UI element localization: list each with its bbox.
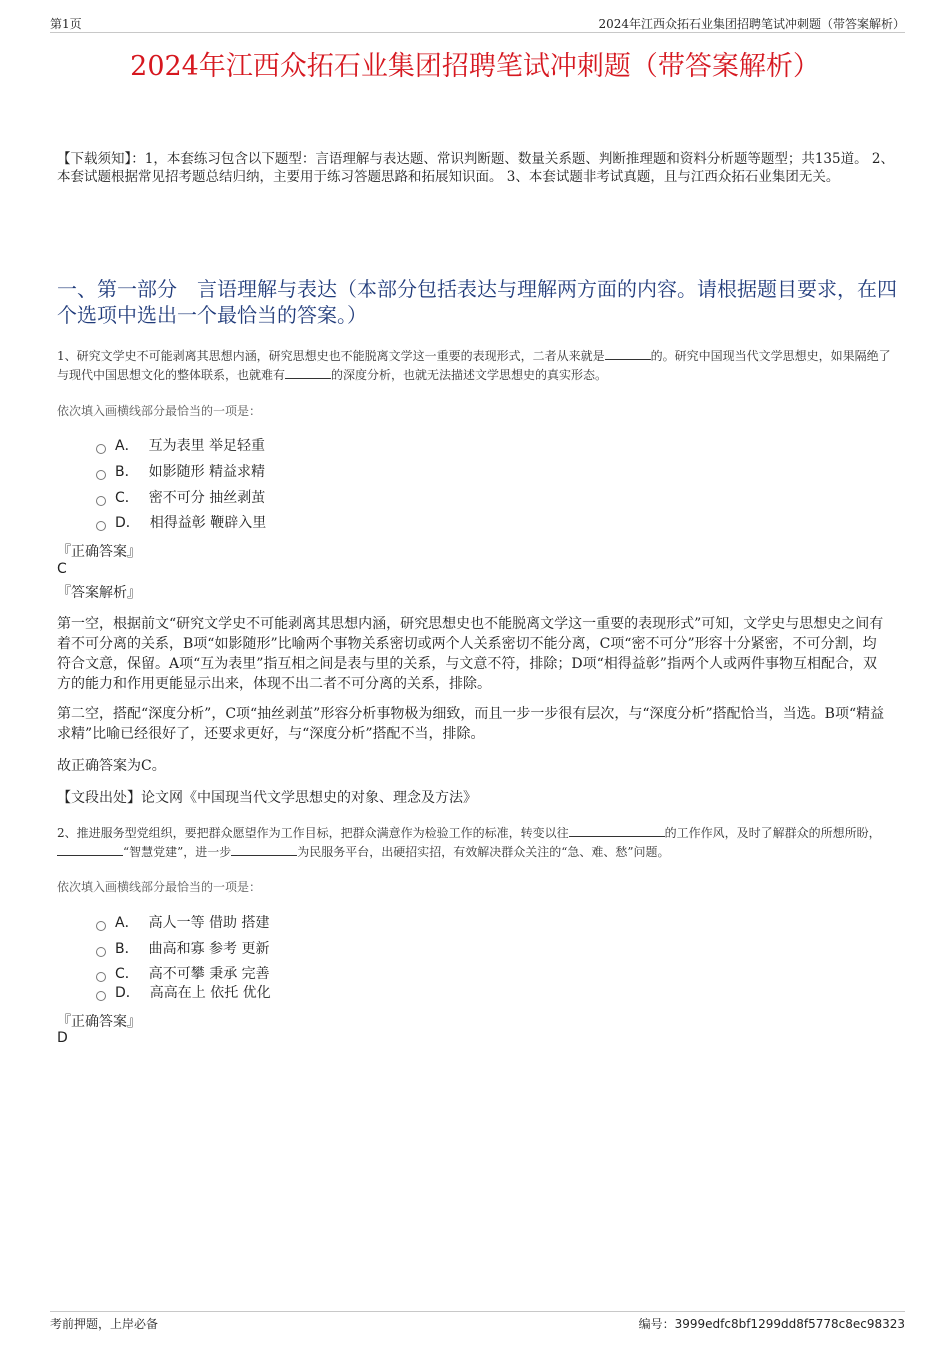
- radio-icon[interactable]: [96, 496, 106, 506]
- header-divider: [50, 32, 905, 33]
- radio-icon[interactable]: [96, 972, 106, 982]
- radio-icon[interactable]: [96, 521, 106, 531]
- radio-icon[interactable]: [96, 921, 106, 931]
- footer-slogan: 考前押题，上岸必备: [50, 1317, 159, 1331]
- q1-analysis-conclusion: 故正确答案为C。: [57, 758, 166, 774]
- q1-analysis-label: 『答案解析』: [57, 585, 141, 601]
- q1-option-c[interactable]: C． 密不可分 抽丝剥茧: [96, 489, 265, 507]
- document-title: 2024年江西众拓石业集团招聘笔试冲刺题（带答案解析）: [130, 51, 820, 82]
- q1-analysis-paragraph-1: 第一空，根据前文“研究文学史不可能剥离其思想内涵，研究思想史也不能脱离文学这一重要的表现形式”可知，文学史与思想史之间有着不可分离的关系，B项“如影随形”比喻两个事物关系密切或两个人关系密切不能分离，C项“密不可分”形容十分紧密，不可分割，均符合文意，保留。A项“互为表里”指互相之间是表与里的关系，与文意不符，排除；D项“相得益彰”指两个人或两件事物互相配合，双方的能力和作用更能显示出来，体现不出二者不可分离的关系，排除。: [57, 616, 884, 692]
- radio-icon[interactable]: [96, 470, 106, 480]
- q1-answer: C: [57, 561, 67, 577]
- q2-option-b[interactable]: B． 曲高和寡 参考 更新: [96, 940, 270, 958]
- radio-icon[interactable]: [96, 947, 106, 957]
- q1-option-a[interactable]: A． 互为表里 举足轻重: [96, 437, 265, 455]
- q1-source: 【文段出处】论文网《中国现当代文学思想史的对象、理念及方法》: [57, 790, 477, 806]
- q2-answer: D: [57, 1030, 68, 1046]
- question-2-stem: 2、推进服务型党组织，要把群众愿望作为工作目标，把群众满意作为检验工作的标准，转变以往 的工作作风，及时了解群众的所想所盼，“智慧党建”，进一步 为民服务平台，出硬招实招，有效解决群众关注的“急、难、愁”问题。: [57, 826, 881, 859]
- footer-doc-id: 编号：3999edfc8bf1299dd8f5778c8ec98323: [638, 1317, 905, 1331]
- q1-option-d[interactable]: D． 相得益彰 鞭辟入里: [96, 514, 266, 532]
- radio-icon[interactable]: [96, 444, 106, 454]
- q2-option-c[interactable]: C． 高不可攀 秉承 完善: [96, 965, 270, 983]
- download-notice: 【下载须知】：1，本套练习包含以下题型：言语理解与表达题、常识判断题、数量关系题、判断推理题和资料分析题等题型；共135道。 2、本套试题根据常见招考题总结归纳，主要用于练习答题思路和拓展知识面。 3、本套试题非考试真题，且与江西众拓石业集团无关。: [57, 151, 894, 185]
- q1-option-b[interactable]: B． 如影随形 精益求精: [96, 463, 265, 481]
- q1-analysis-paragraph-2: 第二空，搭配“深度分析”，C项“抽丝剥茧”形容分析事物极为细致，而且一步一步很有层次，与“深度分析”搭配恰当，当选。B项“精益求精”比喻已经很好了，还要求更好，与“深度分析”搭配不当，排除。: [57, 706, 885, 742]
- running-header-title: 2024年江西众拓石业集团招聘笔试冲刺题（带答案解析）: [598, 17, 905, 31]
- q2-answer-label: 『正确答案』: [57, 1014, 141, 1030]
- section-heading: 一、第一部分 言语理解与表达（本部分包括表达与理解两方面的内容。请根据题目要求，在四个选项中选出一个最恰当的答案。）: [57, 277, 897, 327]
- question-1-instruction: 依次填入画横线部分最恰当的一项是：: [57, 404, 262, 418]
- q2-option-a[interactable]: A． 高人一等 借助 搭建: [96, 914, 269, 932]
- question-1-stem: 1、研究文学史不可能剥离其思想内涵，研究思想史也不能脱离文学这一重要的表现形式，二者从来就是 的。研究中国现当代文学思想史，如果隔绝了与现代中国思想文化的整体联系，也就难有 的深度分析，也就无法描述文学思想史的真实形态。: [57, 349, 891, 382]
- q2-option-d[interactable]: D． 高高在上 依托 优化: [96, 984, 271, 1002]
- radio-icon[interactable]: [96, 991, 106, 1001]
- page-number: 第1页: [50, 17, 82, 31]
- q1-answer-label: 『正确答案』: [57, 544, 141, 560]
- question-2-instruction: 依次填入画横线部分最恰当的一项是：: [57, 880, 262, 894]
- footer-divider: [50, 1311, 905, 1312]
